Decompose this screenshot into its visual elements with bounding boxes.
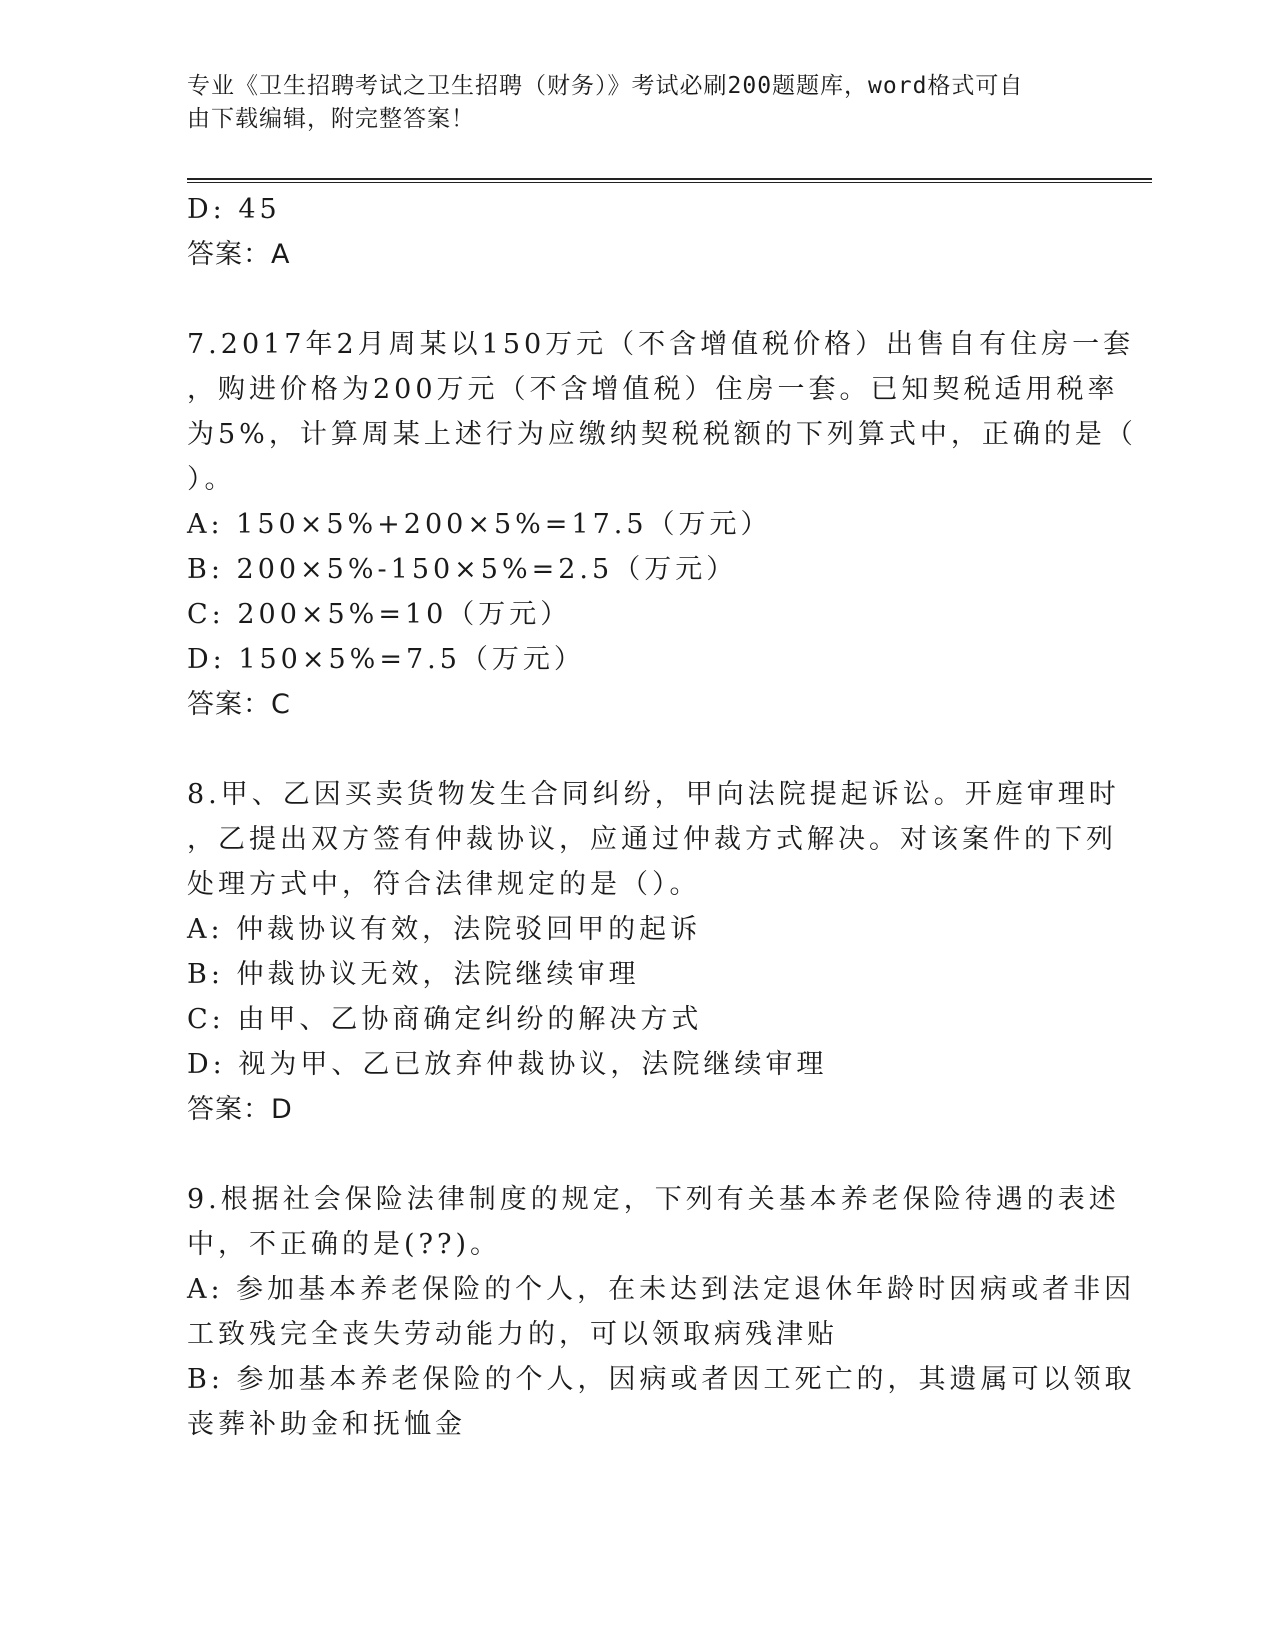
option-d: D: 视为甲、乙已放弃仲裁协议，法院继续审理 — [187, 1049, 828, 1080]
previous-question-tail — [187, 187, 1067, 277]
option-a: A: 150×5%+200×5%=17.5（万元） — [187, 509, 772, 540]
option-c: C: 200×5%=10（万元） — [187, 599, 572, 630]
answer-line: 答案：D — [187, 1094, 293, 1125]
header-line: 由下载编辑，附完整答案！ — [187, 106, 475, 132]
option-b: B: 参加基本养老保险的个人，因病或者因工死亡的，其遗属可以领取 — [187, 1364, 1136, 1395]
question-text: ，购进价格为200万元（不含增值税）住房一套。已知契税适用税率 — [187, 374, 1119, 405]
option-b-continued: 丧葬补助金和抚恤金 — [187, 1409, 466, 1440]
question-text: 8.甲、乙因买卖货物发生合同纠纷，甲向法院提起诉讼。开庭审理时 — [187, 779, 1120, 810]
spacer — [187, 1132, 1067, 1177]
option-c: C: 由甲、乙协商确定纠纷的解决方式 — [187, 1004, 703, 1035]
option-a: A: 仲裁协议有效，法院驳回甲的起诉 — [187, 914, 702, 945]
answer-line: 答案：C — [187, 689, 291, 720]
question-content — [187, 187, 1137, 1447]
option-a-continued: 工致残完全丧失劳动能力的，可以领取病残津贴 — [187, 1319, 838, 1350]
header-divider — [187, 182, 1152, 183]
question-text: ，乙提出双方签有仲裁协议，应通过仲裁方式解决。对该案件的下列 — [187, 824, 1117, 855]
question-8 — [187, 772, 1120, 1132]
question-text: 处理方式中，符合法律规定的是（）。 — [187, 869, 701, 900]
question-text: 7.2017年2月周某以150万元（不含增值税价格）出售自有住房一套 — [187, 329, 1135, 360]
question-text: 为5%，计算周某上述行为应缴纳契税税额的下列算式中，正确的是（ — [187, 419, 1137, 450]
question-text: 9.根据社会保险法律制度的规定，下列有关基本养老保险待遇的表述 — [187, 1184, 1120, 1215]
answer-line: 答案：A — [187, 239, 291, 270]
option-a: A: 参加基本养老保险的个人，在未达到法定退休年龄时因病或者非因 — [187, 1274, 1136, 1305]
option-d: D: 45 — [187, 194, 281, 225]
option-b: B: 200×5%-150×5%=2.5（万元） — [187, 554, 738, 585]
option-b: B: 仲裁协议无效，法院继续审理 — [187, 959, 640, 990]
header-divider — [187, 178, 1152, 180]
header-line: 专业《卫生招聘考试之卫生招聘（财务）》考试必刷200题题库，word格式可自 — [187, 73, 1024, 99]
spacer — [187, 727, 1067, 772]
option-d: D: 150×5%=7.5（万元） — [187, 644, 585, 675]
question-text: 中，不正确的是(??)。 — [187, 1229, 502, 1260]
question-7 — [187, 322, 1137, 727]
spacer — [187, 277, 1067, 322]
question-9 — [187, 1177, 1136, 1447]
document-header — [187, 70, 1067, 136]
question-text: ）。 — [187, 464, 236, 495]
